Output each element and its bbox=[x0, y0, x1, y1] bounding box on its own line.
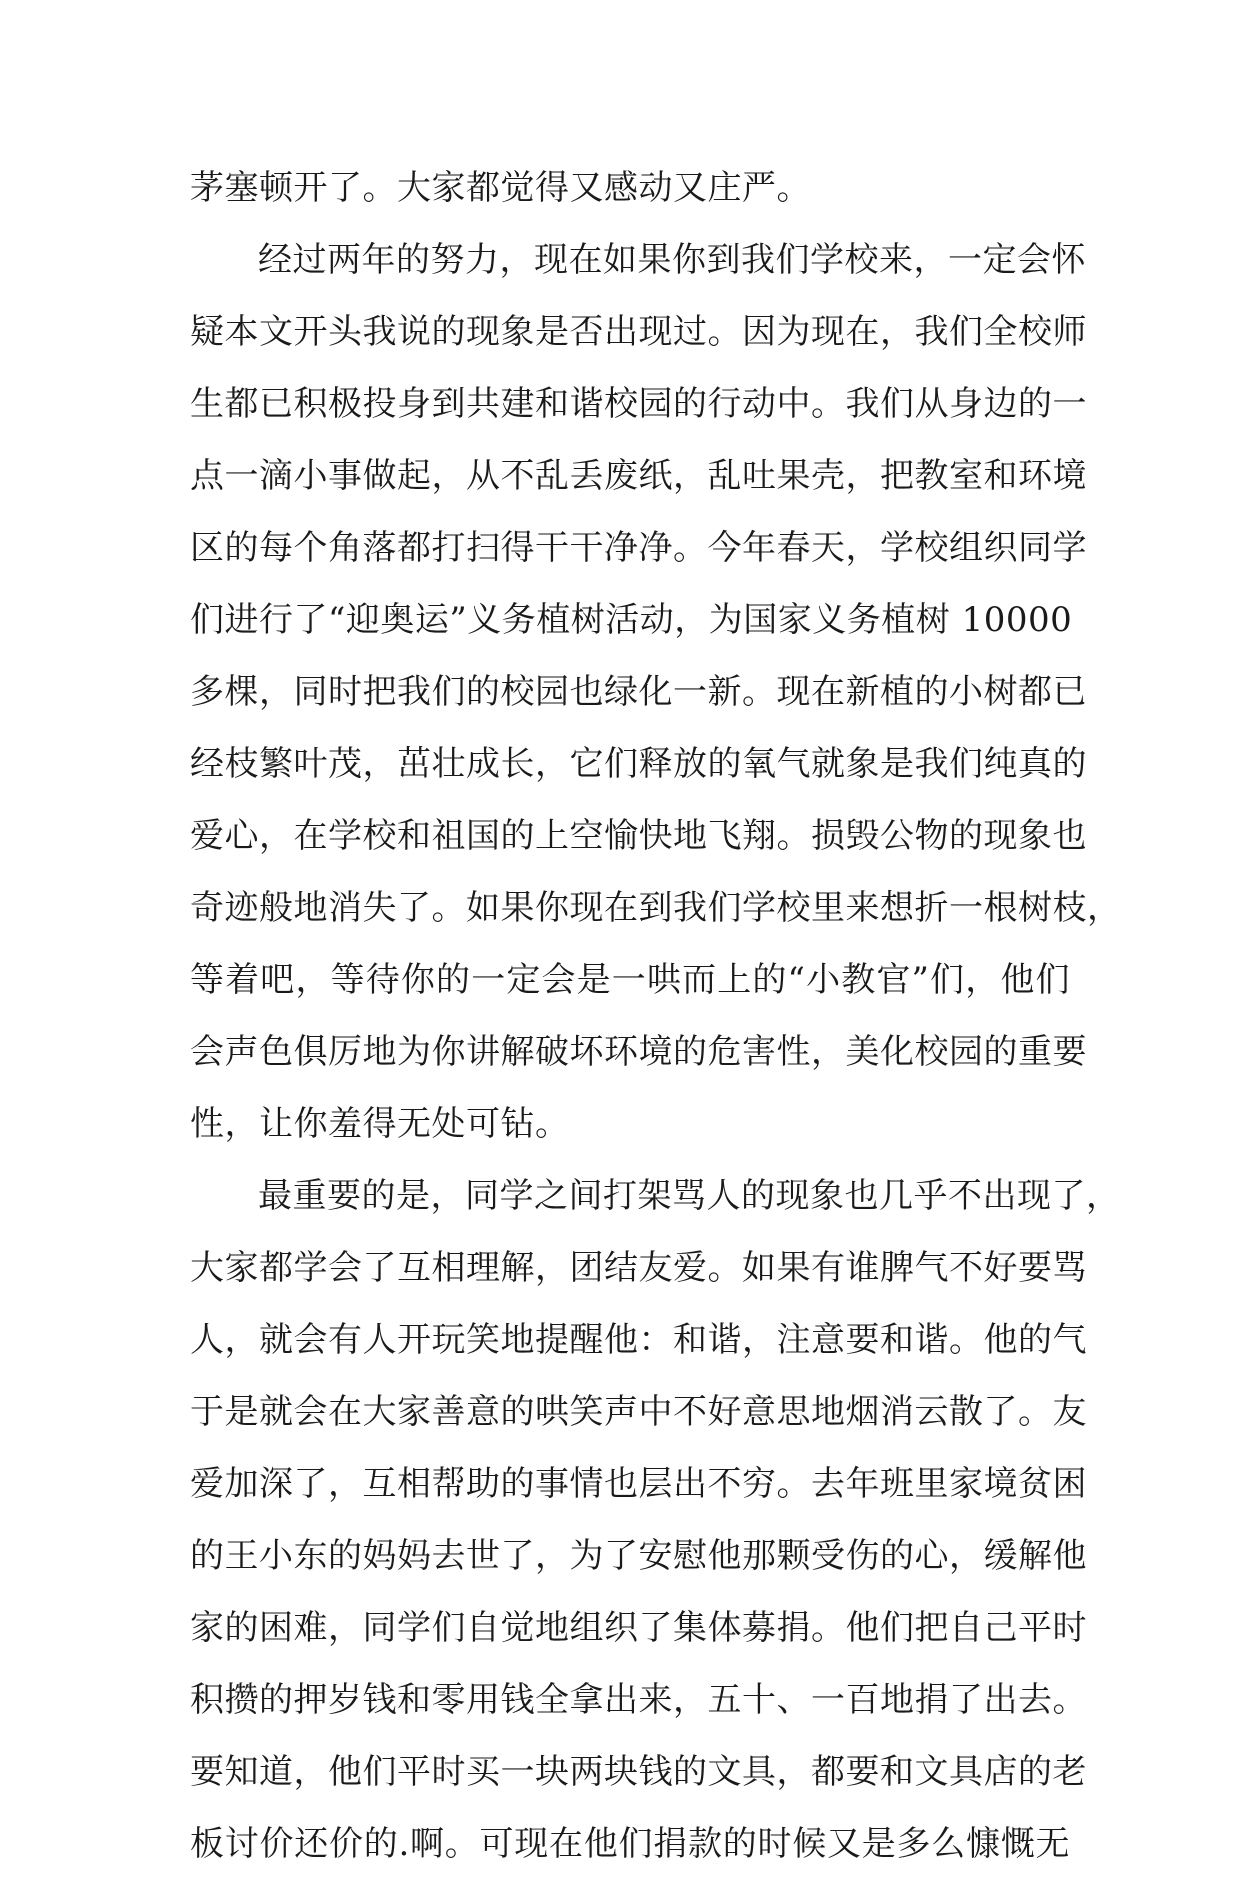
text-line: 茅塞顿开了。大家都觉得又感动又庄严。 bbox=[190, 168, 811, 208]
text-line: 积攒的押岁钱和零用钱全拿出来，五十、一百地捐了出去。 bbox=[190, 1680, 1087, 1720]
text-line: 爱心，在学校和祖国的上空愉快地飞翔。损毁公物的现象也 bbox=[190, 816, 1087, 856]
text-line: 人，就会有人开玩笑地提醒他：和谐，注意要和谐。他的气 bbox=[190, 1320, 1087, 1360]
text-line: 奇迹般地消失了。如果你现在到我们学校里来想折一根树枝， bbox=[190, 888, 1122, 928]
text-line: 生都已积极投身到共建和谐校园的行动中。我们从身边的一 bbox=[190, 384, 1087, 424]
text-line: 家的困难，同学们自觉地组织了集体募捐。他们把自己平时 bbox=[190, 1608, 1087, 1648]
text-line: 板讨价还价的.啊。可现在他们捐款的时候又是多么慷慨无 bbox=[190, 1824, 1070, 1864]
paragraph-start-line: 最重要的是，同学之间打架骂人的现象也几乎不出现了， bbox=[258, 1176, 1121, 1216]
text-line: 经枝繁叶茂，茁壮成长，它们释放的氧气就象是我们纯真的 bbox=[190, 744, 1087, 784]
text-line: 的王小东的妈妈去世了，为了安慰他那颗受伤的心，缓解他 bbox=[190, 1536, 1087, 1576]
text-line: 们进行了“迎奥运”义务植树活动，为国家义务植树 10000 bbox=[190, 600, 1073, 640]
text-line: 点一滴小事做起，从不乱丢废纸，乱吐果壳，把教室和环境 bbox=[190, 456, 1087, 496]
paragraph-start-line: 经过两年的努力，现在如果你到我们学校来，一定会怀 bbox=[258, 240, 1086, 280]
text-line: 等着吧，等待你的一定会是一哄而上的“小教官”们，他们 bbox=[190, 960, 1070, 1000]
paragraph-end-line: 性，让你羞得无处可钻。 bbox=[190, 1104, 570, 1144]
text-line: 爱加深了，互相帮助的事情也层出不穷。去年班里家境贫困 bbox=[190, 1464, 1087, 1504]
text-line: 多棵，同时把我们的校园也绿化一新。现在新植的小树都已 bbox=[190, 672, 1087, 712]
text-line: 区的每个角落都打扫得干干净净。今年春天，学校组织同学 bbox=[190, 528, 1087, 568]
text-line: 大家都学会了互相理解，团结友爱。如果有谁脾气不好要骂 bbox=[190, 1248, 1087, 1288]
text-line: 于是就会在大家善意的哄笑声中不好意思地烟消云散了。友 bbox=[190, 1392, 1087, 1432]
text-line: 疑本文开头我说的现象是否出现过。因为现在，我们全校师 bbox=[190, 312, 1087, 352]
text-line: 会声色俱厉地为你讲解破坏环境的危害性，美化校园的重要 bbox=[190, 1032, 1087, 1072]
text-line: 要知道，他们平时买一块两块钱的文具，都要和文具店的老 bbox=[190, 1752, 1087, 1792]
body-text bbox=[190, 152, 1122, 1880]
